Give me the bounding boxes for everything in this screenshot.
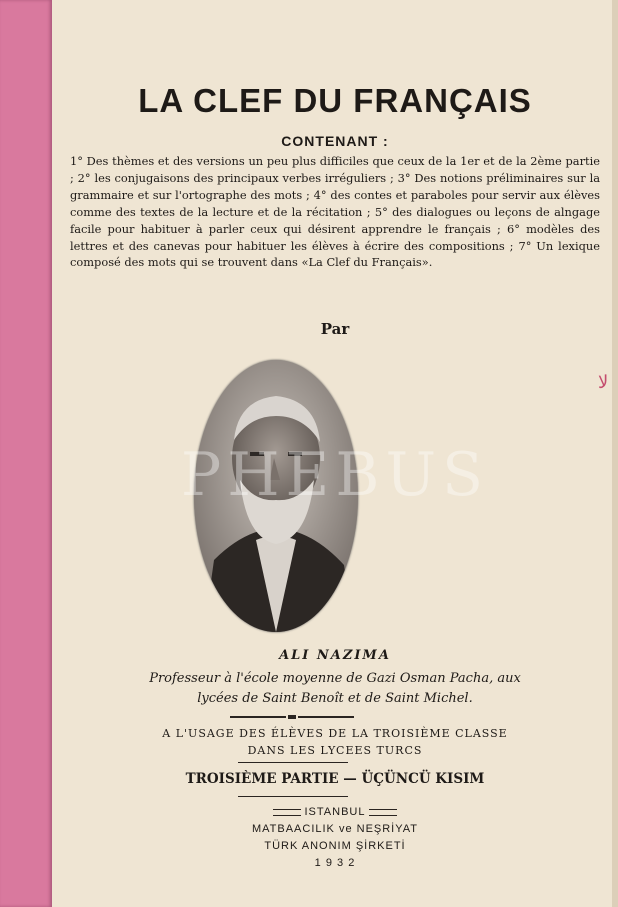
contents-heading: CONTENANT : [281,133,389,149]
publication-year: 1 9 3 2 [314,857,356,869]
double-rule-left [273,809,301,816]
divider-small [238,762,348,763]
divider-center [288,715,296,719]
publisher-block [52,804,618,872]
publisher-line-2: TÜRK ANONIM ŞİRKETİ [264,840,406,852]
divider-small-2 [238,796,348,797]
profession-line-2: lycées de Saint Benoît et de Saint Michel. [197,691,473,706]
publisher-city: ISTANBUL [304,806,366,818]
phebus-watermark: PHEBUS [180,440,490,510]
usage-line-2: DANS LES LYCEES TURCS [247,744,423,757]
divider-right [298,716,354,718]
book-spine [0,0,52,907]
by-label: Par [320,320,350,338]
book-title: LA CLEF DU FRANÇAIS [138,82,532,119]
divider-left [230,716,286,718]
part-heading: TROISIÈME PARTIE — ÜÇÜNCÜ KISIM [185,771,485,787]
author-name: ALI NAZIMA [279,648,391,663]
contents-description: 1° Des thèmes et des versions un peu plus difficiles que ceux de la 1er et de la 2ème partie ; 2° les conjugaisons des principaux verbes irréguliers ; 3° Des notions préliminaires sur la grammaire et sur l'ortographe des mots ; 4° des contes et paraboles pour servir aux élèves comme des textes de la lecture et de la récitation ; 5° des dialogues ou leçons de alngage facile pour habituer à parler ceux qui désirent apprendre le français ; 6° modèles des lettres et des canevas pour habituer les élèves à écrire des compositions ; 7° Un lexique composé des mots qui se trouvent dans «La Clef du Français». [70,154,600,270]
double-rule-right [369,809,397,816]
pencil-mark: ﻻ [598,372,609,393]
profession-line-1: Professeur à l'école moyenne de Gazi Osman Pacha, aux [149,671,521,686]
usage-line-1: A L'USAGE DES ÉLÈVES DE LA TROISIÈME CLASSE [162,727,508,740]
publisher-city-line [52,804,618,821]
title-page [52,0,618,907]
usage-note [52,725,618,759]
author-profession [52,669,618,709]
publisher-line-1: MATBAACILIK ve NEŞRİYAT [251,823,419,835]
